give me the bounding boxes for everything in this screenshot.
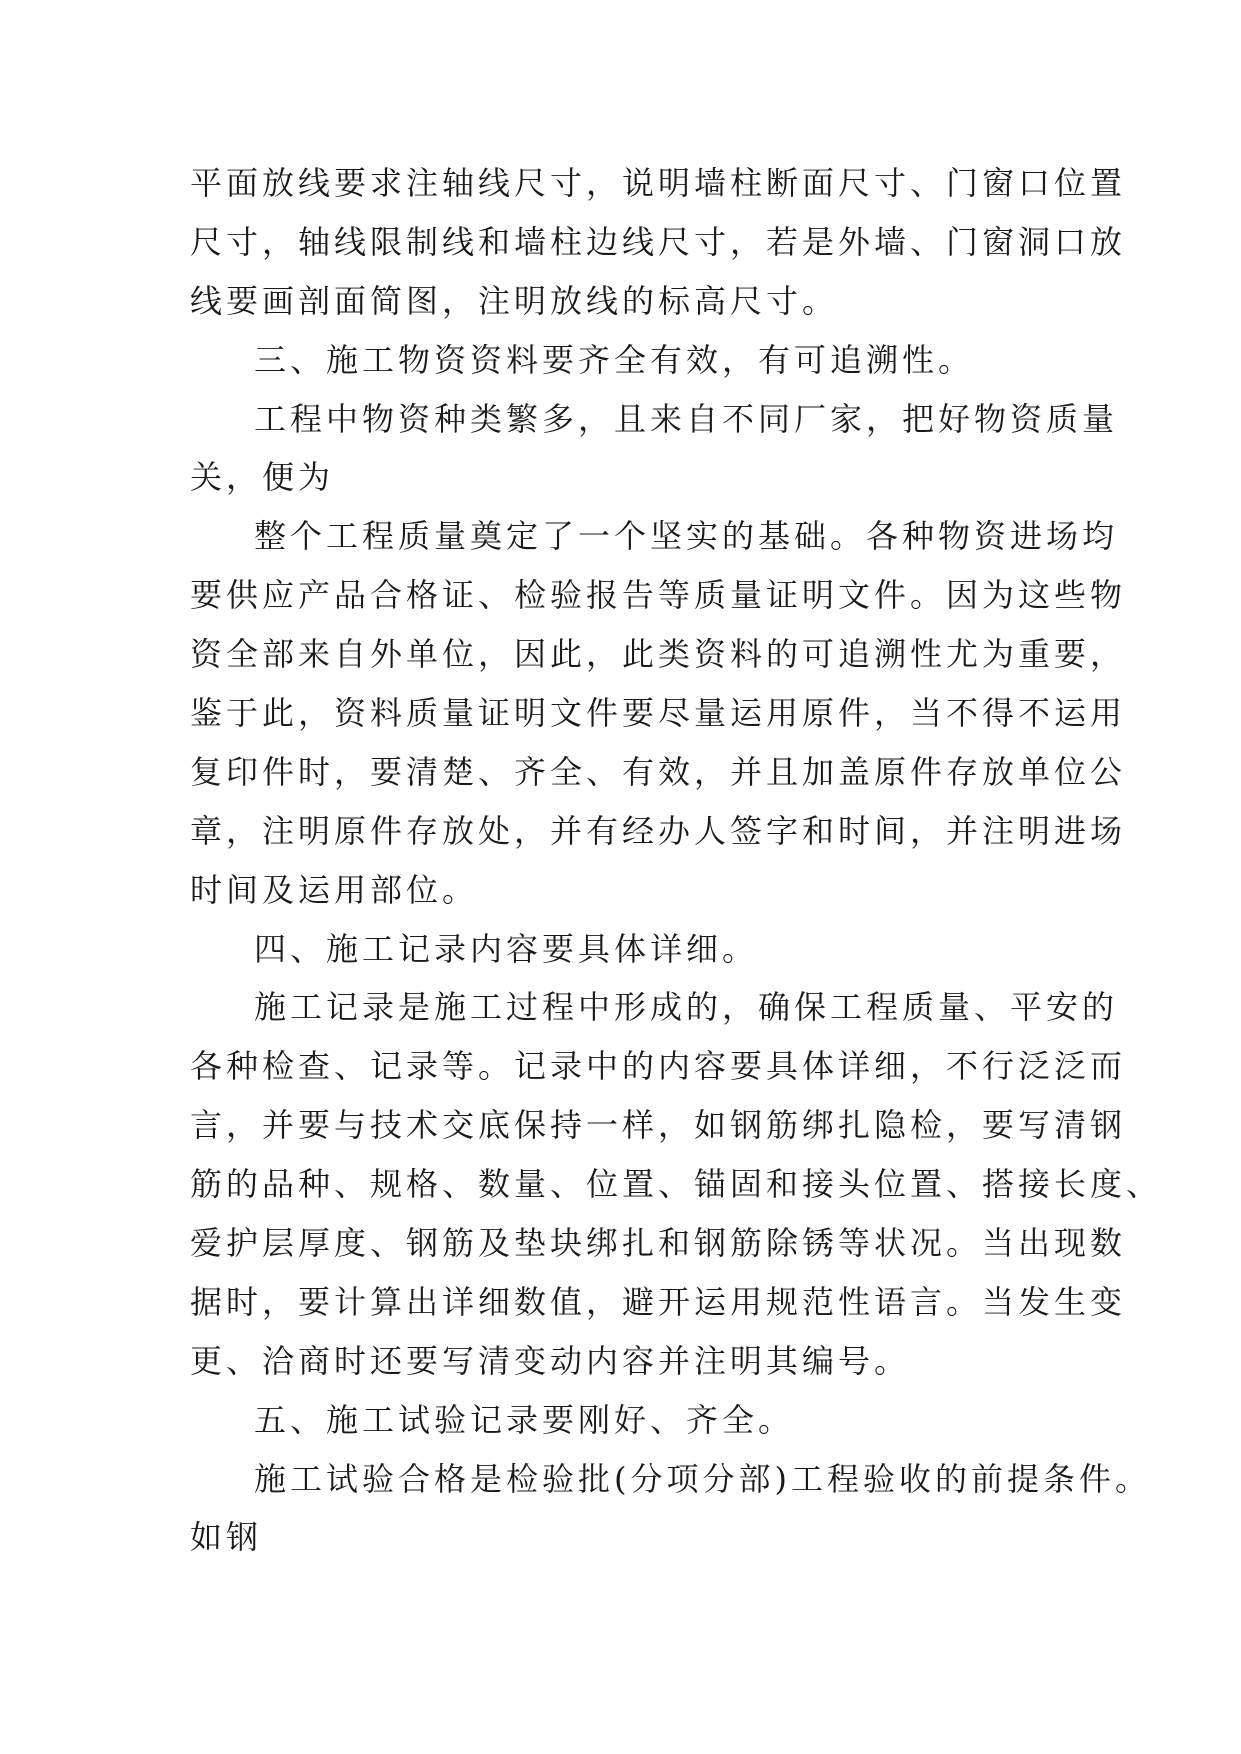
text-line: 筋的品种、规格、数量、位置、锚固和接头位置、搭接长度、 <box>190 1165 1163 1204</box>
text-line: 各种检查、记录等。记录中的内容要具体详细，不行泛泛而 <box>190 1047 1127 1086</box>
text-line: 时间及运用部位。 <box>190 870 479 909</box>
text-line: 更、洽商时还要写清变动内容并注明其编号。 <box>190 1341 911 1380</box>
text-line: 工程中物资种类繁多，且来自不同厂家，把好物资质量 <box>254 399 1119 438</box>
text-line: 线要画剖面简图，注明放线的标高尺寸。 <box>190 281 839 320</box>
text-line: 资全部来自外单位，因此，此类资料的可追溯性尤为重要， <box>190 635 1127 674</box>
text-line: 复印件时，要清楚、齐全、有效，并且加盖原件存放单位公 <box>190 752 1127 791</box>
text-line: 要供应产品合格证、检验报告等质量证明文件。因为这些物 <box>190 576 1127 615</box>
text-line: 施工记录是施工过程中形成的，确保工程质量、平安的 <box>254 988 1119 1027</box>
text-line: 如钢 <box>190 1518 263 1557</box>
text-line: 爱护层厚度、钢筋及垫块绑扎和钢筋除锈等状况。当出现数 <box>190 1224 1127 1263</box>
text-line: 平面放线要求注轴线尺寸，说明墙柱断面尺寸、门窗口位置 <box>190 164 1127 202</box>
text-line: 尺寸，轴线限制线和墙柱边线尺寸，若是外墙、门窗洞口放 <box>190 222 1127 261</box>
section-heading: 五、施工试验记录要刚好、齐全。 <box>254 1400 795 1439</box>
text-line: 言，并要与技术交底保持一样，如钢筋绑扎隐检，要写清钢 <box>190 1106 1127 1145</box>
text-line: 据时，要计算出详细数值，避开运用规范性语言。当发生变 <box>190 1282 1127 1321</box>
text-line: 施工试验合格是检验批(分项分部)工程验收的前提条件。 <box>254 1459 1151 1498</box>
section-heading: 四、施工记录内容要具体详细。 <box>254 929 759 968</box>
text-line: 鉴于此，资料质量证明文件要尽量运用原件，当不得不运用 <box>190 694 1127 733</box>
text-line: 章，注明原件存放处，并有经办人签字和时间，并注明进场 <box>190 811 1127 850</box>
text-line: 关，便为 <box>190 458 335 497</box>
text-line: 整个工程质量奠定了一个坚实的基础。各种物资进场均 <box>254 517 1119 556</box>
document-body <box>190 154 1163 1567</box>
section-heading: 三、施工物资资料要齐全有效，有可追溯性。 <box>254 340 975 379</box>
